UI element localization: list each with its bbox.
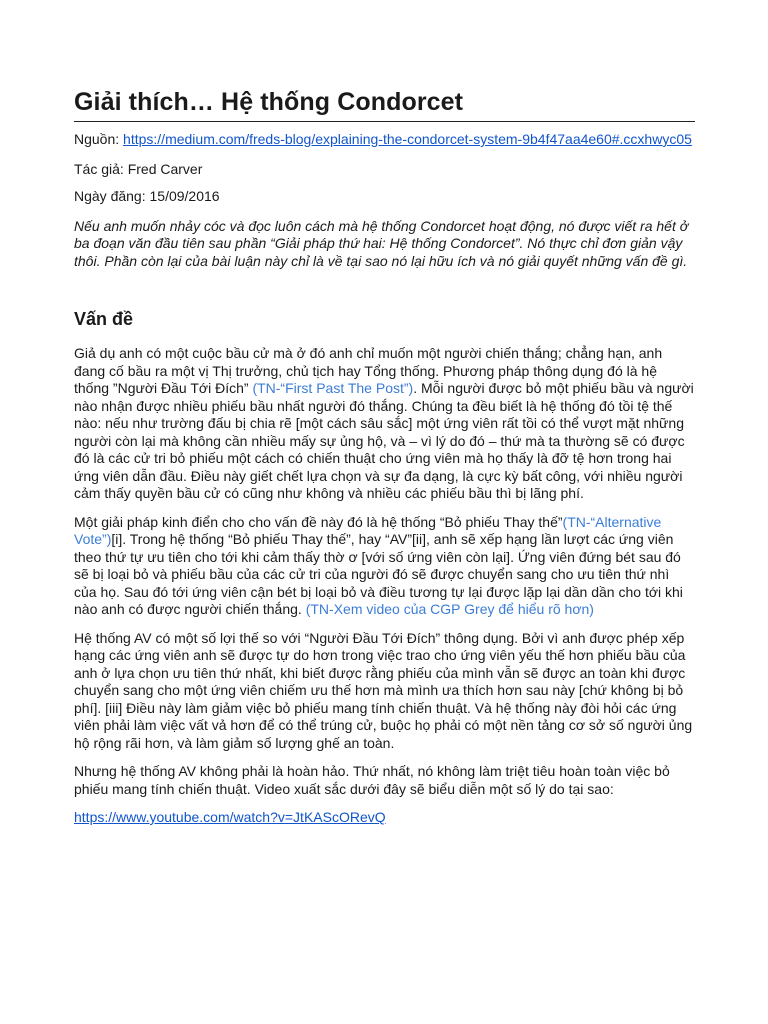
paragraph-2 <box>74 514 695 619</box>
author-line: Tác giả: Fred Carver <box>74 160 203 177</box>
paragraph-2-text-b: [i]. Trong hệ thống “Bỏ phiếu Thay thế”, hay “AV”[ii], anh sẽ xếp hạng lần lượt các ứng viên theo thứ tự ưu tiên cho tới khi cảm thấy thờ ơ [với số ứng viên còn lại]. Ứng viên đứng bét sau đó sẽ bị loại bỏ và phiếu bầu của các cử tri của người đó sẽ được chuyển sang cho ưu tiên thứ nhì của họ. Sau đó tới ứng viên cận bét bị loại bỏ và điều tương tự lại được lặp lại dần dần cho tới khi nào anh có được người chiến thắng. <box>74 531 683 617</box>
source-link[interactable]: https://medium.com/freds-blog/explaining-the-condorcet-system-9b4f47aa4e60#.ccxhwyc05 <box>123 131 692 147</box>
source-line <box>74 131 695 149</box>
paragraph-3: Hệ thống AV có một số lợi thế so với “Người Đầu Tới Đích” thông dụng. Bởi vì anh được phép xếp hạng các ứng viên anh sẽ được tự do hơn trong việc trao cho ứng viên yếu thế hơn phiếu bầu của anh ở lựa chọn ưu tiên thứ nhất, khi biết được rằng phiếu của mình vẫn sẽ được an toàn khi được chuyển sang cho một ứng viên chiếm ưu thế hơn mà mình ưa thích hơn sau này [chứ không bị bỏ phí]. [iii] Điều này làm giảm việc bỏ phiếu mang tính chiến thuật. Và hệ thống này đòi hỏi các ứng viên phải làm việc vất vả hơn để có thể trúng cử, buộc họ phải có một nền tảng cơ sở số người ủng hộ rộng rãi hơn, và làm giảm số lượng ghế an toàn. <box>74 629 693 751</box>
section-heading: Vấn đề <box>74 309 134 329</box>
translator-note-av: (TN-“Alternative Vote”) <box>74 513 662 547</box>
youtube-link[interactable]: https://www.youtube.com/watch?v=JtKAScORevQ <box>74 809 386 825</box>
paragraph-1-text-a: Giả dụ anh có một cuộc bầu cử mà ở đó anh chỉ muốn một người chiến thắng; chẳng hạn, anh đang cố bầu ra một vị Thị trưởng, chủ tịch hay Tổng thống. Phương pháp thông dụng đó là hệ thống ”Người Đầu Tới Đích” <box>74 345 663 396</box>
source-label: Nguồn: <box>74 131 124 147</box>
video-link-line <box>74 809 695 827</box>
intro-paragraph: Nếu anh muốn nhảy cóc và đọc luôn cách mà hệ thống Condorcet hoạt động, nó được viết ra hết ở ba đoạn văn đầu tiên sau phần “Giải pháp thứ hai: Hệ thống Condorcet”. Nó thực chỉ đơn giản vậy thôi. Phần còn lại của bài luận này chỉ là về tại sao nó lại hữu ích và nó giải quyết những vấn đề gì. <box>74 217 689 269</box>
date-line: Ngày đăng: 15/09/2016 <box>74 188 220 204</box>
translator-note-video: (TN-Xem video của CGP Grey để hiểu rõ hơn) <box>305 601 594 617</box>
paragraph-4: Nhưng hệ thống AV không phải là hoàn hảo. Thứ nhất, nó không làm triệt tiêu hoàn toàn việc bỏ phiếu mang tính chiến thuật. Video xuất sắc dưới đây sẽ biểu diễn một số lý do tại sao: <box>74 763 670 797</box>
paragraph-1 <box>74 345 695 503</box>
document-title: Giải thích… Hệ thống Condorcet <box>74 84 695 122</box>
paragraph-1-text-b: . Mỗi người được bỏ một phiếu bầu và người nào nhận được nhiều phiếu bầu nhất người đó thắng. Chúng ta đều biết là hệ thống đó tồi tệ thế nào: nếu như trường đấu bị chia rẽ [một cách sâu sắc] một ứng viên rất tồi có thể vượt mặt những người còn lại mà không cần nhiều mấy sự ủng hộ, và – vì lý do đó – thứ mà ta thường sẽ có được đó là các cử tri bỏ phiếu một cách có chiến thuật cho ứng viên mà họ thấy là đỡ tệ hơn trong hai ứng viên dẫn đầu. Điều này giết chết lựa chọn và sự đa dạng, là cực kỳ bất công, với nhiều người cảm thấy quyền bầu cử có cũng như không và nhiều các phiếu bầu thì bị lãng phí. <box>74 380 694 501</box>
paragraph-2-text-a: Một giải pháp kinh điển cho cho vấn đề này đó là hệ thống “Bỏ phiếu Thay thế” <box>74 513 563 530</box>
translator-note-fptp: (TN-“First Past The Post”) <box>252 380 414 396</box>
